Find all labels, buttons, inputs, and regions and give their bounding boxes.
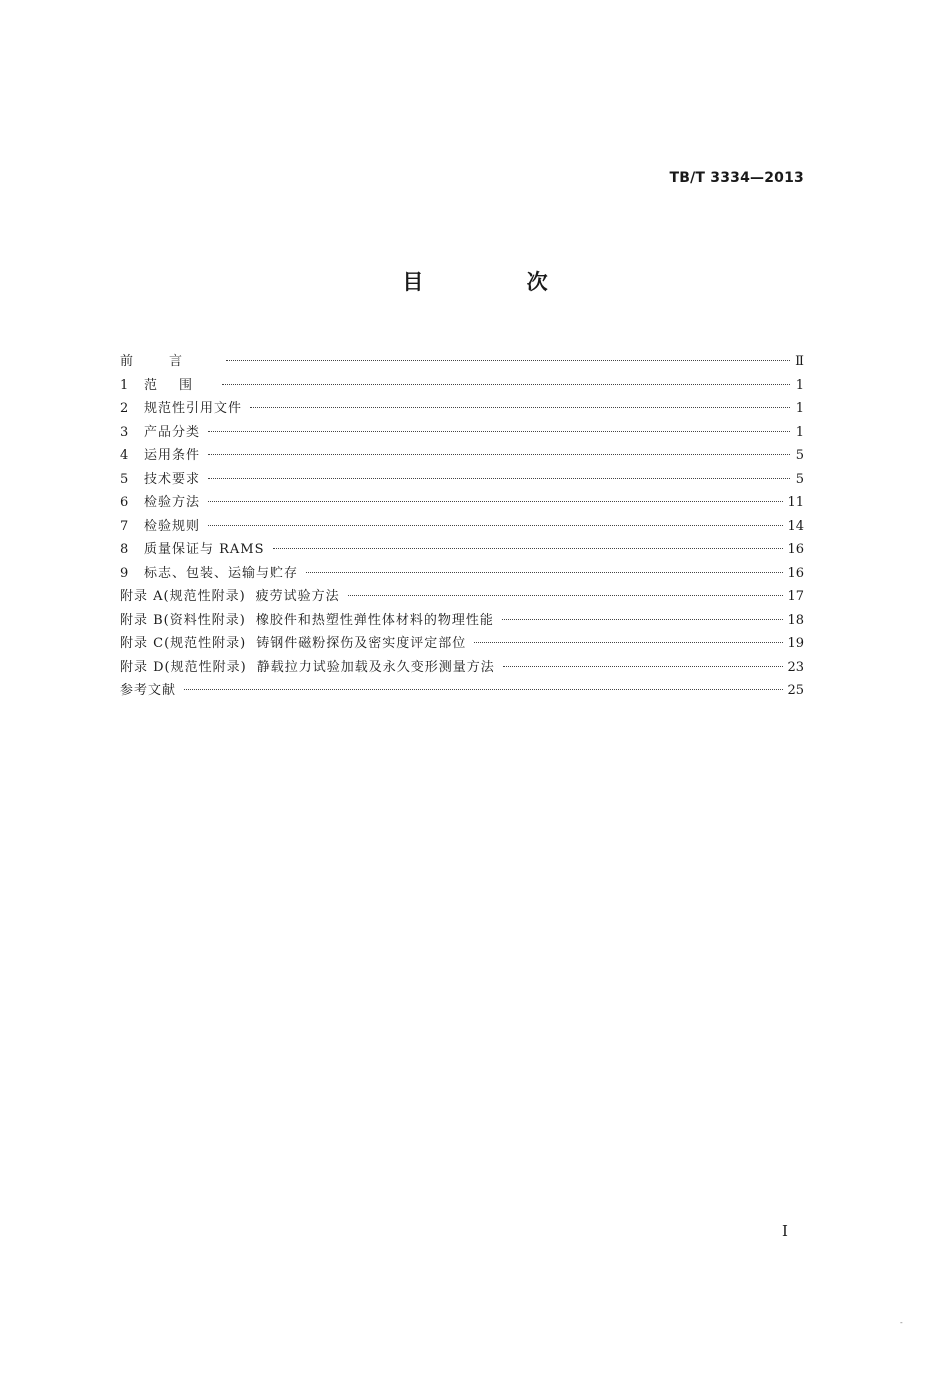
toc-entry-title: 范围 xyxy=(144,377,215,393)
toc-entry[interactable] xyxy=(120,444,804,468)
toc-entry-title: 疲劳试验方法 xyxy=(255,589,340,604)
toc-entry-title: 铸钢件磁粉探伤及密实度评定部位 xyxy=(256,636,467,651)
toc-entry-number: 9 xyxy=(120,565,129,581)
toc-entry-title: 检验方法 xyxy=(144,495,201,510)
standard-code: TB/T 3334—2013 xyxy=(669,170,804,186)
toc-entry-number: 1 xyxy=(120,377,129,393)
dot-leader xyxy=(250,407,790,408)
dot-leader xyxy=(208,431,790,432)
dot-leader xyxy=(474,642,783,643)
toc-entry-label xyxy=(120,350,222,374)
page-number: I xyxy=(782,1222,788,1240)
toc-entry-label xyxy=(120,562,302,586)
toc-entry-label xyxy=(120,656,499,680)
toc-page-number: 11 xyxy=(787,495,804,510)
toc-page-number: 5 xyxy=(795,471,804,487)
dot-leader xyxy=(306,572,783,573)
toc-entry-title: 前言 xyxy=(120,354,219,369)
toc-entry-label xyxy=(120,609,498,633)
toc-entry-label xyxy=(120,468,204,492)
toc-page-number: Ⅱ xyxy=(795,354,804,369)
toc-entry-title: 标志、包装、运输与贮存 xyxy=(144,565,299,581)
toc-entry-title: 静载拉力试验加载及永久变形测量方法 xyxy=(256,659,495,675)
toc-entry-number: 4 xyxy=(120,448,129,463)
dot-leader xyxy=(226,360,790,361)
toc-page-number: 16 xyxy=(787,542,804,557)
toc-entry-label xyxy=(120,585,344,609)
toc-entry-number: 7 xyxy=(120,518,129,534)
toc-entry-label xyxy=(120,538,269,562)
dot-leader xyxy=(208,525,783,526)
toc-entry-title: 橡胶件和热塑性弹性体材料的物理性能 xyxy=(255,612,494,628)
toc-entry-label xyxy=(120,679,180,703)
toc-page-number: 18 xyxy=(787,612,804,628)
toc-page-number: 23 xyxy=(787,659,804,675)
dot-leader xyxy=(503,666,784,667)
toc-entry-title: 规范性引用文件 xyxy=(144,401,243,416)
toc-entry[interactable] xyxy=(120,350,804,374)
toc-entry-label xyxy=(120,397,246,421)
toc-entry-number: 5 xyxy=(120,471,129,487)
toc-entry-label xyxy=(120,632,470,656)
corner-mark: - xyxy=(900,1318,903,1327)
toc-page-number: 1 xyxy=(795,424,804,440)
toc-entry-label xyxy=(120,515,204,539)
toc-page-number: 5 xyxy=(795,448,804,463)
toc-entry-label xyxy=(120,491,204,515)
dot-leader xyxy=(222,384,790,385)
toc-entry[interactable] xyxy=(120,609,804,633)
toc-appendix-prefix: 附录 D(规范性附录) xyxy=(120,659,247,675)
table-of-contents xyxy=(120,350,804,703)
toc-entry[interactable] xyxy=(120,656,804,680)
toc-entry-title: 检验规则 xyxy=(144,518,201,534)
toc-entry[interactable] xyxy=(120,421,804,445)
toc-entry[interactable] xyxy=(120,562,804,586)
toc-entry-title: 参考文献 xyxy=(120,683,177,698)
dot-leader xyxy=(348,595,784,596)
toc-appendix-prefix: 附录 B(资料性附录) xyxy=(120,612,246,628)
toc-entry-number: 2 xyxy=(120,401,129,416)
toc-entry-label xyxy=(120,444,204,468)
toc-entry[interactable] xyxy=(120,468,804,492)
toc-page-number: 14 xyxy=(787,518,804,534)
toc-entry-title: 运用条件 xyxy=(144,448,201,463)
toc-page-number: 16 xyxy=(787,565,804,581)
toc-entry[interactable] xyxy=(120,632,804,656)
toc-entry-number: 3 xyxy=(120,424,129,440)
toc-entry[interactable] xyxy=(120,585,804,609)
dot-leader xyxy=(208,478,790,479)
dot-leader xyxy=(502,619,784,620)
toc-entry-label xyxy=(120,374,218,398)
toc-entry-title: 质量保证与 RAMS xyxy=(144,542,265,557)
toc-page-number: 1 xyxy=(795,377,804,393)
dot-leader xyxy=(208,454,790,455)
toc-entry-title: 技术要求 xyxy=(144,471,201,487)
toc-appendix-prefix: 附录 A(规范性附录) xyxy=(120,589,246,604)
toc-page-number: 19 xyxy=(787,636,804,651)
toc-entry[interactable] xyxy=(120,397,804,421)
toc-appendix-prefix: 附录 C(规范性附录) xyxy=(120,636,247,651)
dot-leader xyxy=(184,689,783,690)
toc-entry[interactable] xyxy=(120,515,804,539)
toc-entry-label xyxy=(120,421,204,445)
toc-entry[interactable] xyxy=(120,679,804,703)
dot-leader xyxy=(208,501,783,502)
toc-entry-title: 产品分类 xyxy=(144,424,201,440)
toc-page-number: 1 xyxy=(795,401,804,416)
toc-entry[interactable] xyxy=(120,491,804,515)
toc-page-number: 25 xyxy=(787,683,804,698)
toc-entry-number: 8 xyxy=(120,542,129,557)
dot-leader xyxy=(273,548,784,549)
toc-entry-number: 6 xyxy=(120,495,129,510)
toc-page-number: 17 xyxy=(787,589,804,604)
toc-entry[interactable] xyxy=(120,538,804,562)
toc-entry[interactable] xyxy=(120,374,804,398)
toc-title: 目 次 xyxy=(402,270,596,294)
